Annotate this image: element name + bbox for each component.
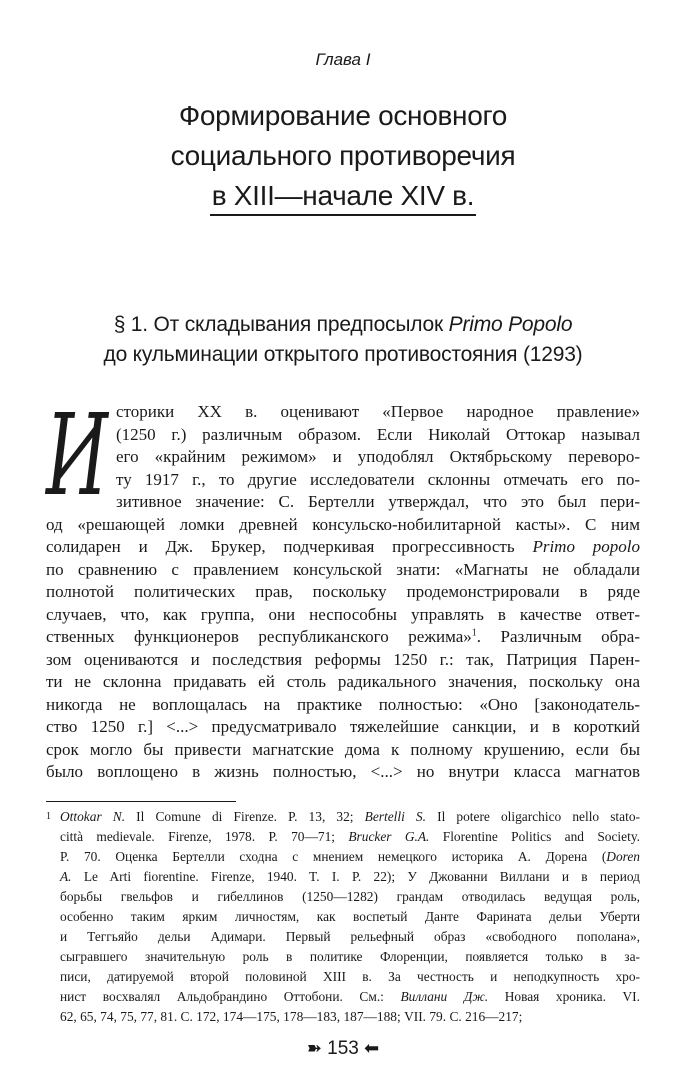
- chapter-label: Глава I: [315, 50, 371, 69]
- section-title-prefix: § 1. От складывания предпосылок: [113, 313, 449, 336]
- body-line: сторики XX в. оценивают «Первое народное правление»: [116, 402, 640, 421]
- footnote-text: Il Comune di Firenze. P. 13, 32;: [125, 809, 365, 824]
- body-line-text: солидарен и Дж. Брукер, подчеркивая прогрессивность: [46, 537, 533, 556]
- page-number: [0, 1038, 686, 1060]
- ornament-right-icon: ⬅: [364, 1038, 380, 1058]
- section-title-italic: Primo Popolo: [448, 313, 573, 336]
- chapter-title-line-1: Формирование основного: [178, 100, 508, 131]
- body-line: [46, 626, 640, 649]
- body-line: его «крайним режимом» и уподоблял Октябрьскому переворо-: [116, 447, 640, 466]
- footnote-author: Bertelli S.: [364, 809, 426, 824]
- body-line-text: ственных функционеров республиканского режима»: [46, 627, 472, 646]
- footnote-line: борьбы гвельфов и гибеллинов (1250—1282) грандам отводилась ведущая роль,: [60, 889, 640, 904]
- footnote-line: [46, 867, 640, 887]
- dropcap-glyph: И: [44, 391, 110, 521]
- footnote-line: [46, 807, 640, 827]
- primo-popolo-italic: Primo popolo: [532, 537, 640, 556]
- footnote-text: città medievale. Firenze, 1978. P. 70—71;: [60, 829, 349, 844]
- footnote-line: [46, 827, 640, 847]
- body-line: ти не склонна придавать ей столь радикального значения, поскольку она: [46, 672, 640, 691]
- body-line: ство 1250 г.] <...> предусматривало тяжелейшие санкции, и в короткий: [46, 717, 640, 736]
- footnote-line: писи, датируемой второй половиной XIII в. За честность и неподкупность хро-: [60, 969, 640, 984]
- footnote-author: Ottokar N.: [60, 809, 126, 824]
- ornament-left-icon: ➽: [306, 1038, 322, 1058]
- chapter-title: [0, 96, 686, 216]
- footnote-reference[interactable]: 1: [471, 627, 477, 639]
- body-line: зом оцениваются и последствия реформы 1250 г.: так, Патриция Парен-: [46, 649, 640, 669]
- body-line: (1250 г.) различным образом. Если Николай Оттокар называл: [116, 424, 640, 444]
- body-line: од «решающей ломки древней консульско-нобилитарной касты». С ним: [46, 514, 640, 534]
- footnote-number: 1: [46, 811, 51, 822]
- body-line: срок могло бы привести магнатские дома к полному крушению, если бы: [46, 739, 640, 759]
- chapter-title-line-2: социального противоречия: [170, 140, 516, 171]
- footnote-line: 62, 65, 74, 75, 77, 81. С. 172, 174—175, 178—183, 187—188; VII. 79. С. 216—217;: [60, 1009, 523, 1024]
- footnote-text: Florentine Politics and Society.: [429, 829, 640, 844]
- body-line: было воплощено в жизнь полностью, <...> но внутри класса магнатов: [46, 762, 640, 781]
- footnote-line: сыгравшего значительную роль в политике Флоренции, появляется только в за-: [60, 949, 640, 964]
- footnote-author: Виллани Дж.: [400, 989, 489, 1004]
- footnote-divider: [46, 801, 236, 802]
- section-title-line-1: [0, 310, 686, 340]
- footnote-author: Brucker G.A.: [348, 829, 430, 844]
- footnote-text: P. 70. Оценка Бертелли сходна с мнением немецкого историка А. Дорена (: [60, 849, 607, 864]
- body-text: [46, 401, 640, 784]
- body-line: полнотой политических прав, поскольку продемонстрировали в ряде: [46, 582, 640, 601]
- body-line: по сравнению с правлением консульской знати: «Магнаты не обладали: [46, 559, 640, 579]
- section-title-line-2: до кульминации открытого противостояния (1293): [103, 343, 583, 366]
- footnote-line: [46, 847, 640, 867]
- body-line-text: . Различным обра-: [476, 627, 640, 646]
- footnote-line: и Теггьяйо дельи Адимари. Первый рельефный образ «свободного пополана»,: [60, 929, 640, 944]
- footnote-text: Новая хроника. VI.: [488, 989, 640, 1004]
- body-line: никогда не воплощалась на практике полностью: «Оно [законодатель-: [46, 694, 640, 714]
- chapter-title-line-3: в XIII—начале XIV в.: [210, 178, 477, 216]
- footnote-text: Il potere oligarchico nello stato-: [425, 809, 640, 824]
- section-title: [0, 310, 686, 370]
- footnote-line: [46, 987, 640, 1007]
- page-number-value: 153: [327, 1038, 359, 1059]
- footnote-author: A.: [60, 869, 72, 884]
- body-line: случаев, что, как группа, они неспособны управлять в качестве ответ-: [46, 604, 640, 624]
- footnote-line: особенно таким ярким личностям, как воспетый Данте Фарината дельи Уберти: [60, 909, 640, 924]
- footnote-text: нист восхвалял Альдобрандино Оттобони. См.:: [60, 989, 401, 1004]
- footnote-text: Le Arti fiorentine. Firenze, 1940. T. I. P. 22); У Джованни Виллани и в период: [71, 869, 640, 884]
- body-line: зитивное значение: С. Бертелли утверждал, что это был пери-: [116, 492, 640, 511]
- footnote-author: Doren: [606, 849, 640, 864]
- body-line: ту 1917 г., то другие исследователи склонны отмечать его по-: [116, 469, 640, 489]
- body-line: [46, 536, 640, 559]
- footnote: [46, 807, 640, 1027]
